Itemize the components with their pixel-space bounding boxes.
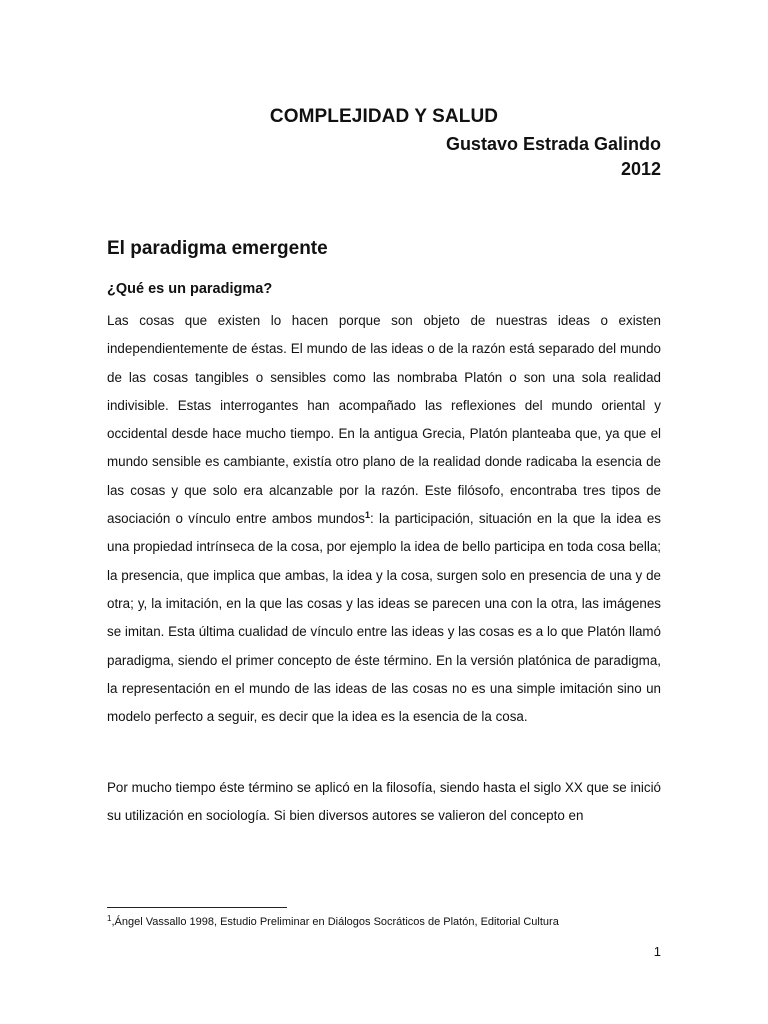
subsection-heading: ¿Qué es un paradigma?: [107, 281, 273, 297]
footnote-mark: 1: [107, 914, 112, 923]
paragraph-1-text-start: Las cosas que existen lo hacen porque son objeto de nuestras ideas o existen independientemente de éstas. El mundo de las ideas o de la razón está separado del mundo de las cosas tangibles o sensibles como las nombraba Platón o son una sola realidad indivisible. Estas interrogantes han acompañado las reflexiones del mundo oriental y occidental desde hace mucho tiempo. En la antigua Grecia, Platón planteaba que, ya que el mundo sensible es cambiante, existía otro plano de la realidad donde radicaba la esencia de las cosas y que solo era alcanzable por la razón. Este filósofo, encontraba tres tipos de asociación o vínculo entre ambos mundos: [107, 313, 661, 527]
paragraph-1-text-end: : la participación, situación en la que la idea es una propiedad intrínseca de la cosa, por ejemplo la idea de bello participa en toda cosa bella; la presencia, que implica que ambas, la idea y la cosa, surgen solo en presencia de una y de otra; y, la imitación, en la que las cosas y las ideas se parecen una con la otra, las imágenes se imitan. Esta última cualidad de vínculo entre las ideas y las cosas es a lo que Platón llamó paradigma, siendo el primer concepto de éste término. En la versión platónica de paradigma, la representación en el mundo de las ideas de las cosas no es una simple imitación sino un modelo perfecto a seguir, es decir que la idea es la esencia de la cosa.: [107, 511, 661, 725]
author-name: Gustavo Estrada Galindo: [445, 134, 661, 154]
footnote-separator: [107, 907, 287, 908]
footnote: [107, 914, 667, 930]
section-heading: El paradigma emergente: [107, 238, 328, 259]
footnote-text: ,Ángel Vassallo 1998, Estudio Preliminar en Diálogos Socráticos de Platón, Editorial Cultura: [111, 916, 559, 928]
publication-year: 2012: [620, 159, 661, 179]
document-title: COMPLEJIDAD Y SALUD: [269, 106, 499, 127]
body-paragraph-1: [107, 307, 661, 731]
footnote-reference[interactable]: 1: [364, 510, 370, 521]
body-paragraph-2: Por mucho tiempo éste término se aplicó en la filosofía, siendo hasta el siglo XX que se inició su utilización en sociología. Si bien diversos autores se valieron del concepto en: [107, 780, 661, 824]
page-number: 1: [653, 944, 661, 959]
